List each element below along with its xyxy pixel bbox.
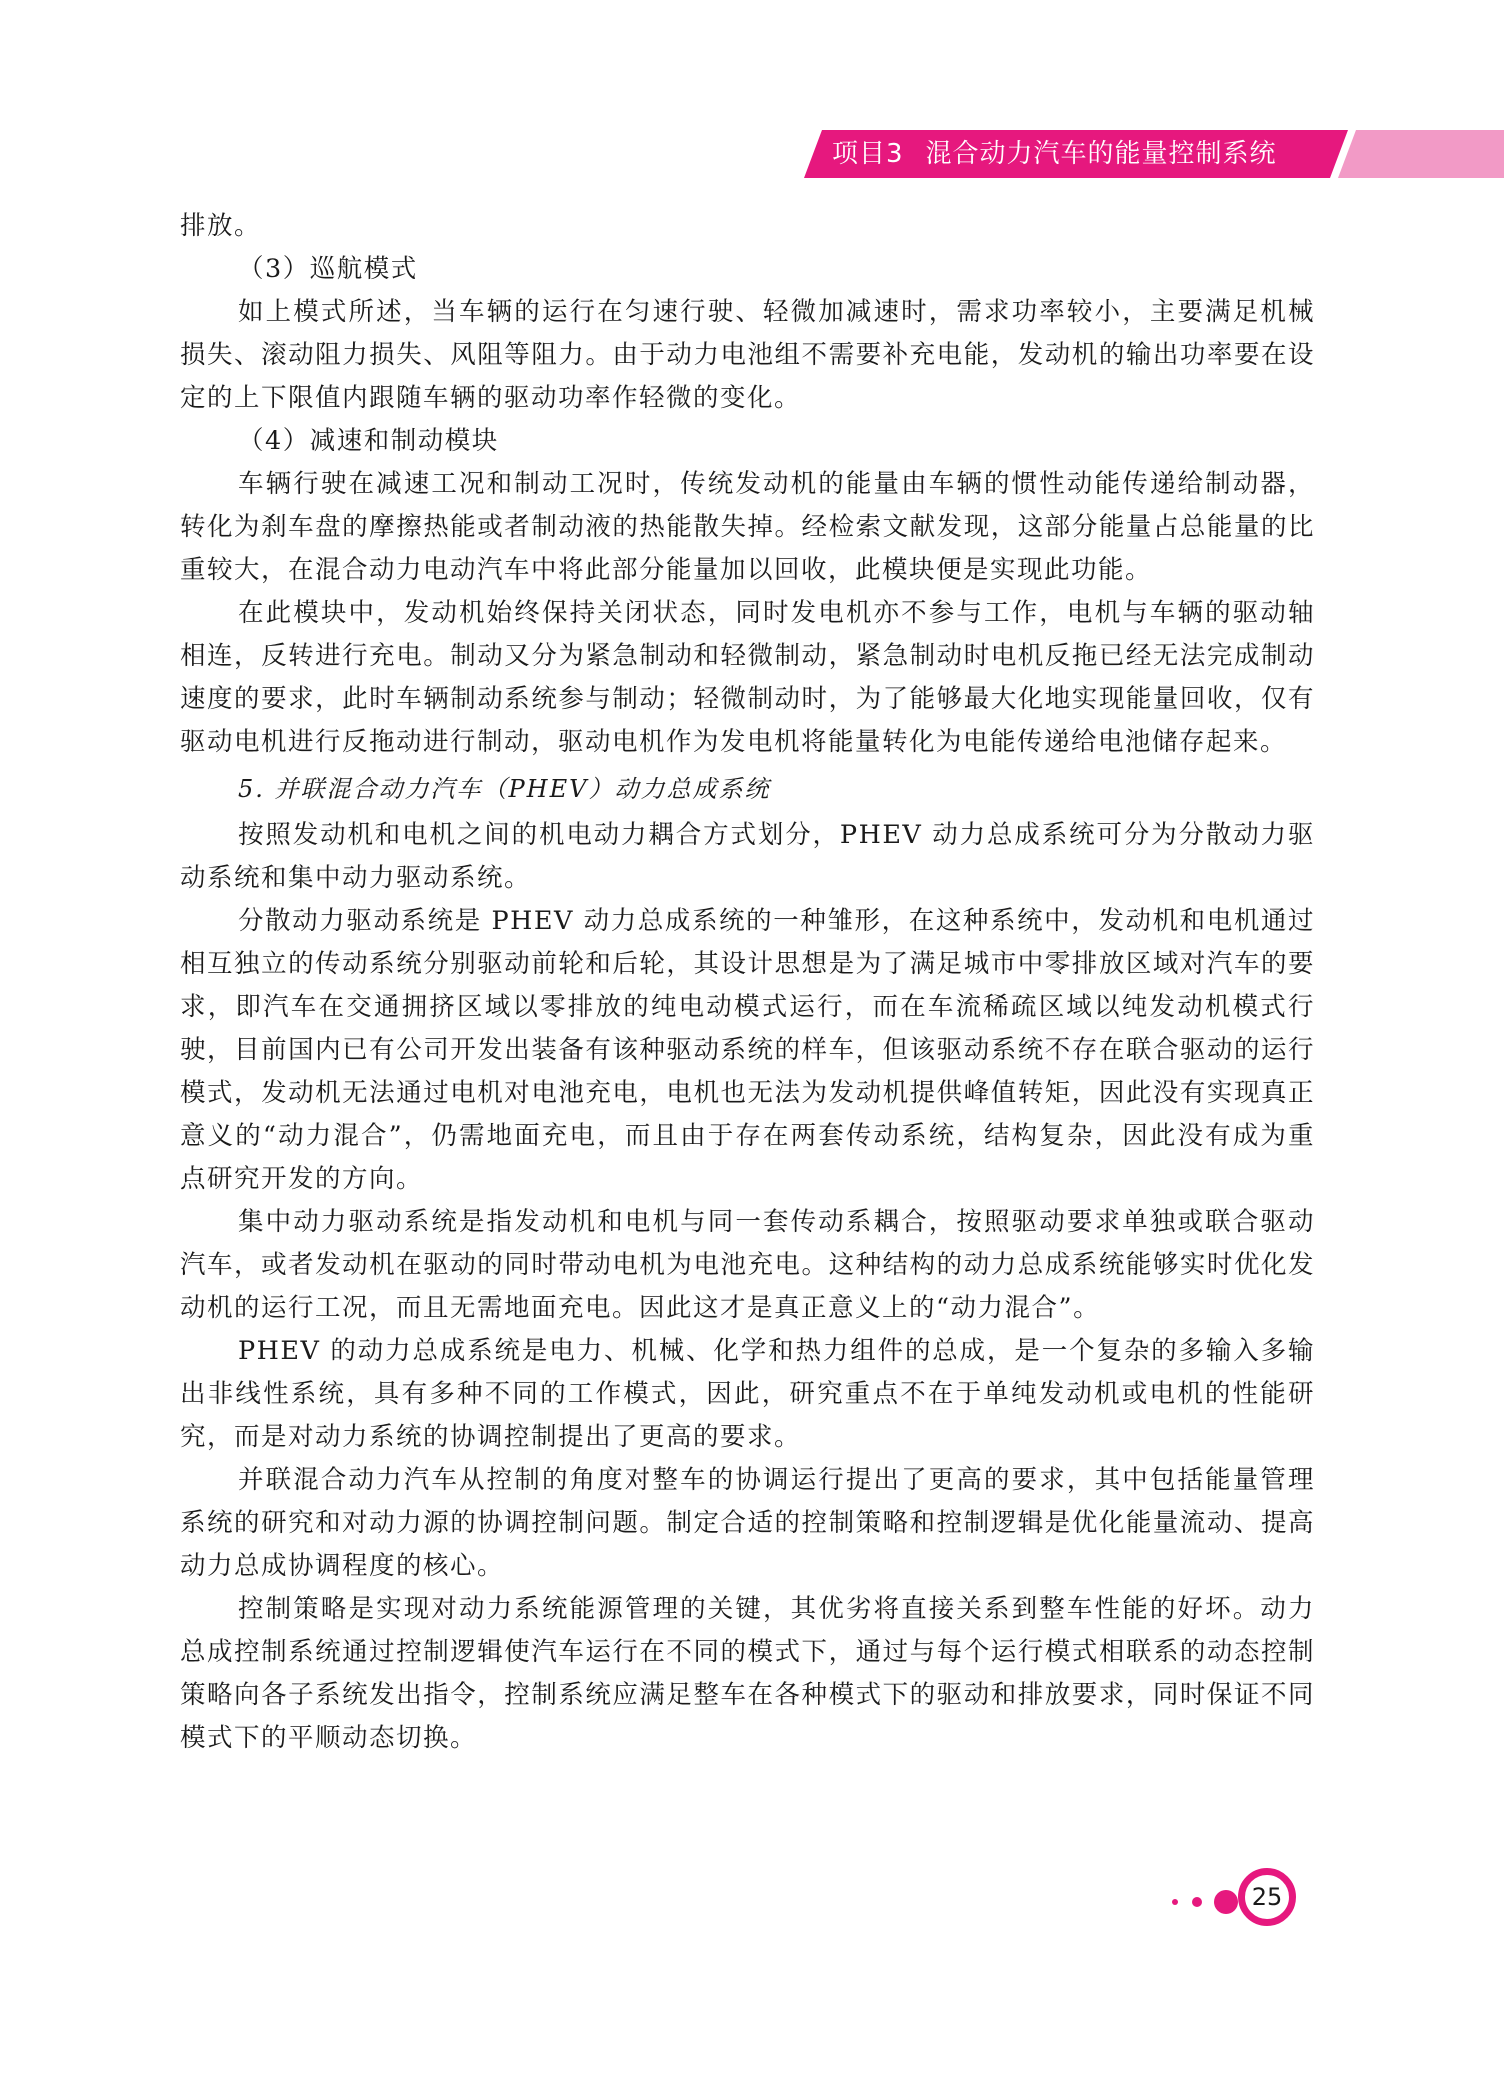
- section-heading-4: （4）减速和制动模块: [238, 426, 499, 456]
- page-number: 25: [1238, 1868, 1296, 1926]
- page-body: [180, 205, 1315, 1760]
- paragraph-6: 集中动力驱动系统是指发动机和电机与同一套传动系耦合，按照驱动要求单独或联合驱动汽车，或者发动机在驱动的同时带动电机为电池充电。这种结构的动力总成系统能够实时优化发动机的运行工况，而且无需地面充电。因此这才是真正意义上的“动力混合”。: [180, 1207, 1315, 1323]
- paragraph-4: 按照发动机和电机之间的机电动力耦合方式划分，PHEV 动力总成系统可分为分散动力驱动系统和集中动力驱动系统。: [180, 820, 1315, 893]
- decorative-dot-medium: [1192, 1897, 1202, 1907]
- paragraph-8: 并联混合动力汽车从控制的角度对整车的协调运行提出了更高的要求，其中包括能量管理系统的研究和对动力源的协调控制问题。制定合适的控制策略和控制逻辑是优化能量流动、提高动力总成协调程度的核心。: [180, 1465, 1315, 1581]
- decorative-dot-large: [1214, 1890, 1238, 1914]
- paragraph-0: 排放。: [180, 211, 262, 241]
- header-band-secondary: [1338, 130, 1504, 178]
- header-title: [832, 134, 1277, 174]
- paragraph-1: 如上模式所述，当车辆的运行在匀速行驶、轻微加减速时，需求功率较小，主要满足机械损失、滚动阻力损失、风阻等阻力。由于动力电池组不需要补充电能，发动机的输出功率要在设定的上下限值内跟随车辆的驱动功率作轻微的变化。: [180, 297, 1315, 413]
- page-number-badge: [1160, 1866, 1320, 1936]
- header-project-label: 项目3: [832, 139, 904, 169]
- section-heading-5: 5. 并联混合动力汽车（PHEV）动力总成系统: [238, 775, 771, 803]
- paragraph-9: 控制策略是实现对动力系统能源管理的关键，其优劣将直接关系到整车性能的好坏。动力总成控制系统通过控制逻辑使汽车运行在不同的模式下，通过与每个运行模式相联系的动态控制策略向各子系统发出指令，控制系统应满足整车在各种模式下的驱动和排放要求，同时保证不同模式下的平顺动态切换。: [180, 1594, 1315, 1753]
- paragraph-5: 分散动力驱动系统是 PHEV 动力总成系统的一种雏形，在这种系统中，发动机和电机通过相互独立的传动系统分别驱动前轮和后轮，其设计思想是为了满足城市中零排放区域对汽车的要求，即汽车在交通拥挤区域以零排放的纯电动模式运行，而在车流稀疏区域以纯发动机模式行驶，目前国内已有公司开发出装备有该种驱动系统的样车，但该驱动系统不存在联合驱动的运行模式，发动机无法通过电机对电池充电，电机也无法为发动机提供峰值转矩，因此没有实现真正意义的“动力混合”，仍需地面充电，而且由于存在两套传动系统，结构复杂，因此没有成为重点研究开发的方向。: [180, 906, 1315, 1194]
- decorative-dot-small: [1172, 1899, 1178, 1905]
- header-chapter-title: 混合动力汽车的能量控制系统: [925, 139, 1277, 169]
- paragraph-2: 车辆行驶在减速工况和制动工况时，传统发动机的能量由车辆的惯性动能传递给制动器，转化为刹车盘的摩擦热能或者制动液的热能散失掉。经检索文献发现，这部分能量占总能量的比重较大，在混合动力电动汽车中将此部分能量加以回收，此模块便是实现此功能。: [180, 469, 1315, 585]
- paragraph-7: PHEV 的动力总成系统是电力、机械、化学和热力组件的总成，是一个复杂的多输入多输出非线性系统，具有多种不同的工作模式，因此，研究重点不在于单纯发动机或电机的性能研究，而是对动力系统的协调控制提出了更高的要求。: [180, 1336, 1315, 1452]
- paragraph-3: 在此模块中，发动机始终保持关闭状态，同时发电机亦不参与工作，电机与车辆的驱动轴相连，反转进行充电。制动又分为紧急制动和轻微制动，紧急制动时电机反拖已经无法完成制动速度的要求，此时车辆制动系统参与制动；轻微制动时，为了能够最大化地实现能量回收，仅有驱动电机进行反拖动进行制动，驱动电机作为发电机将能量转化为电能传递给电池储存起来。: [180, 598, 1315, 757]
- section-heading-3: （3）巡航模式: [238, 254, 418, 284]
